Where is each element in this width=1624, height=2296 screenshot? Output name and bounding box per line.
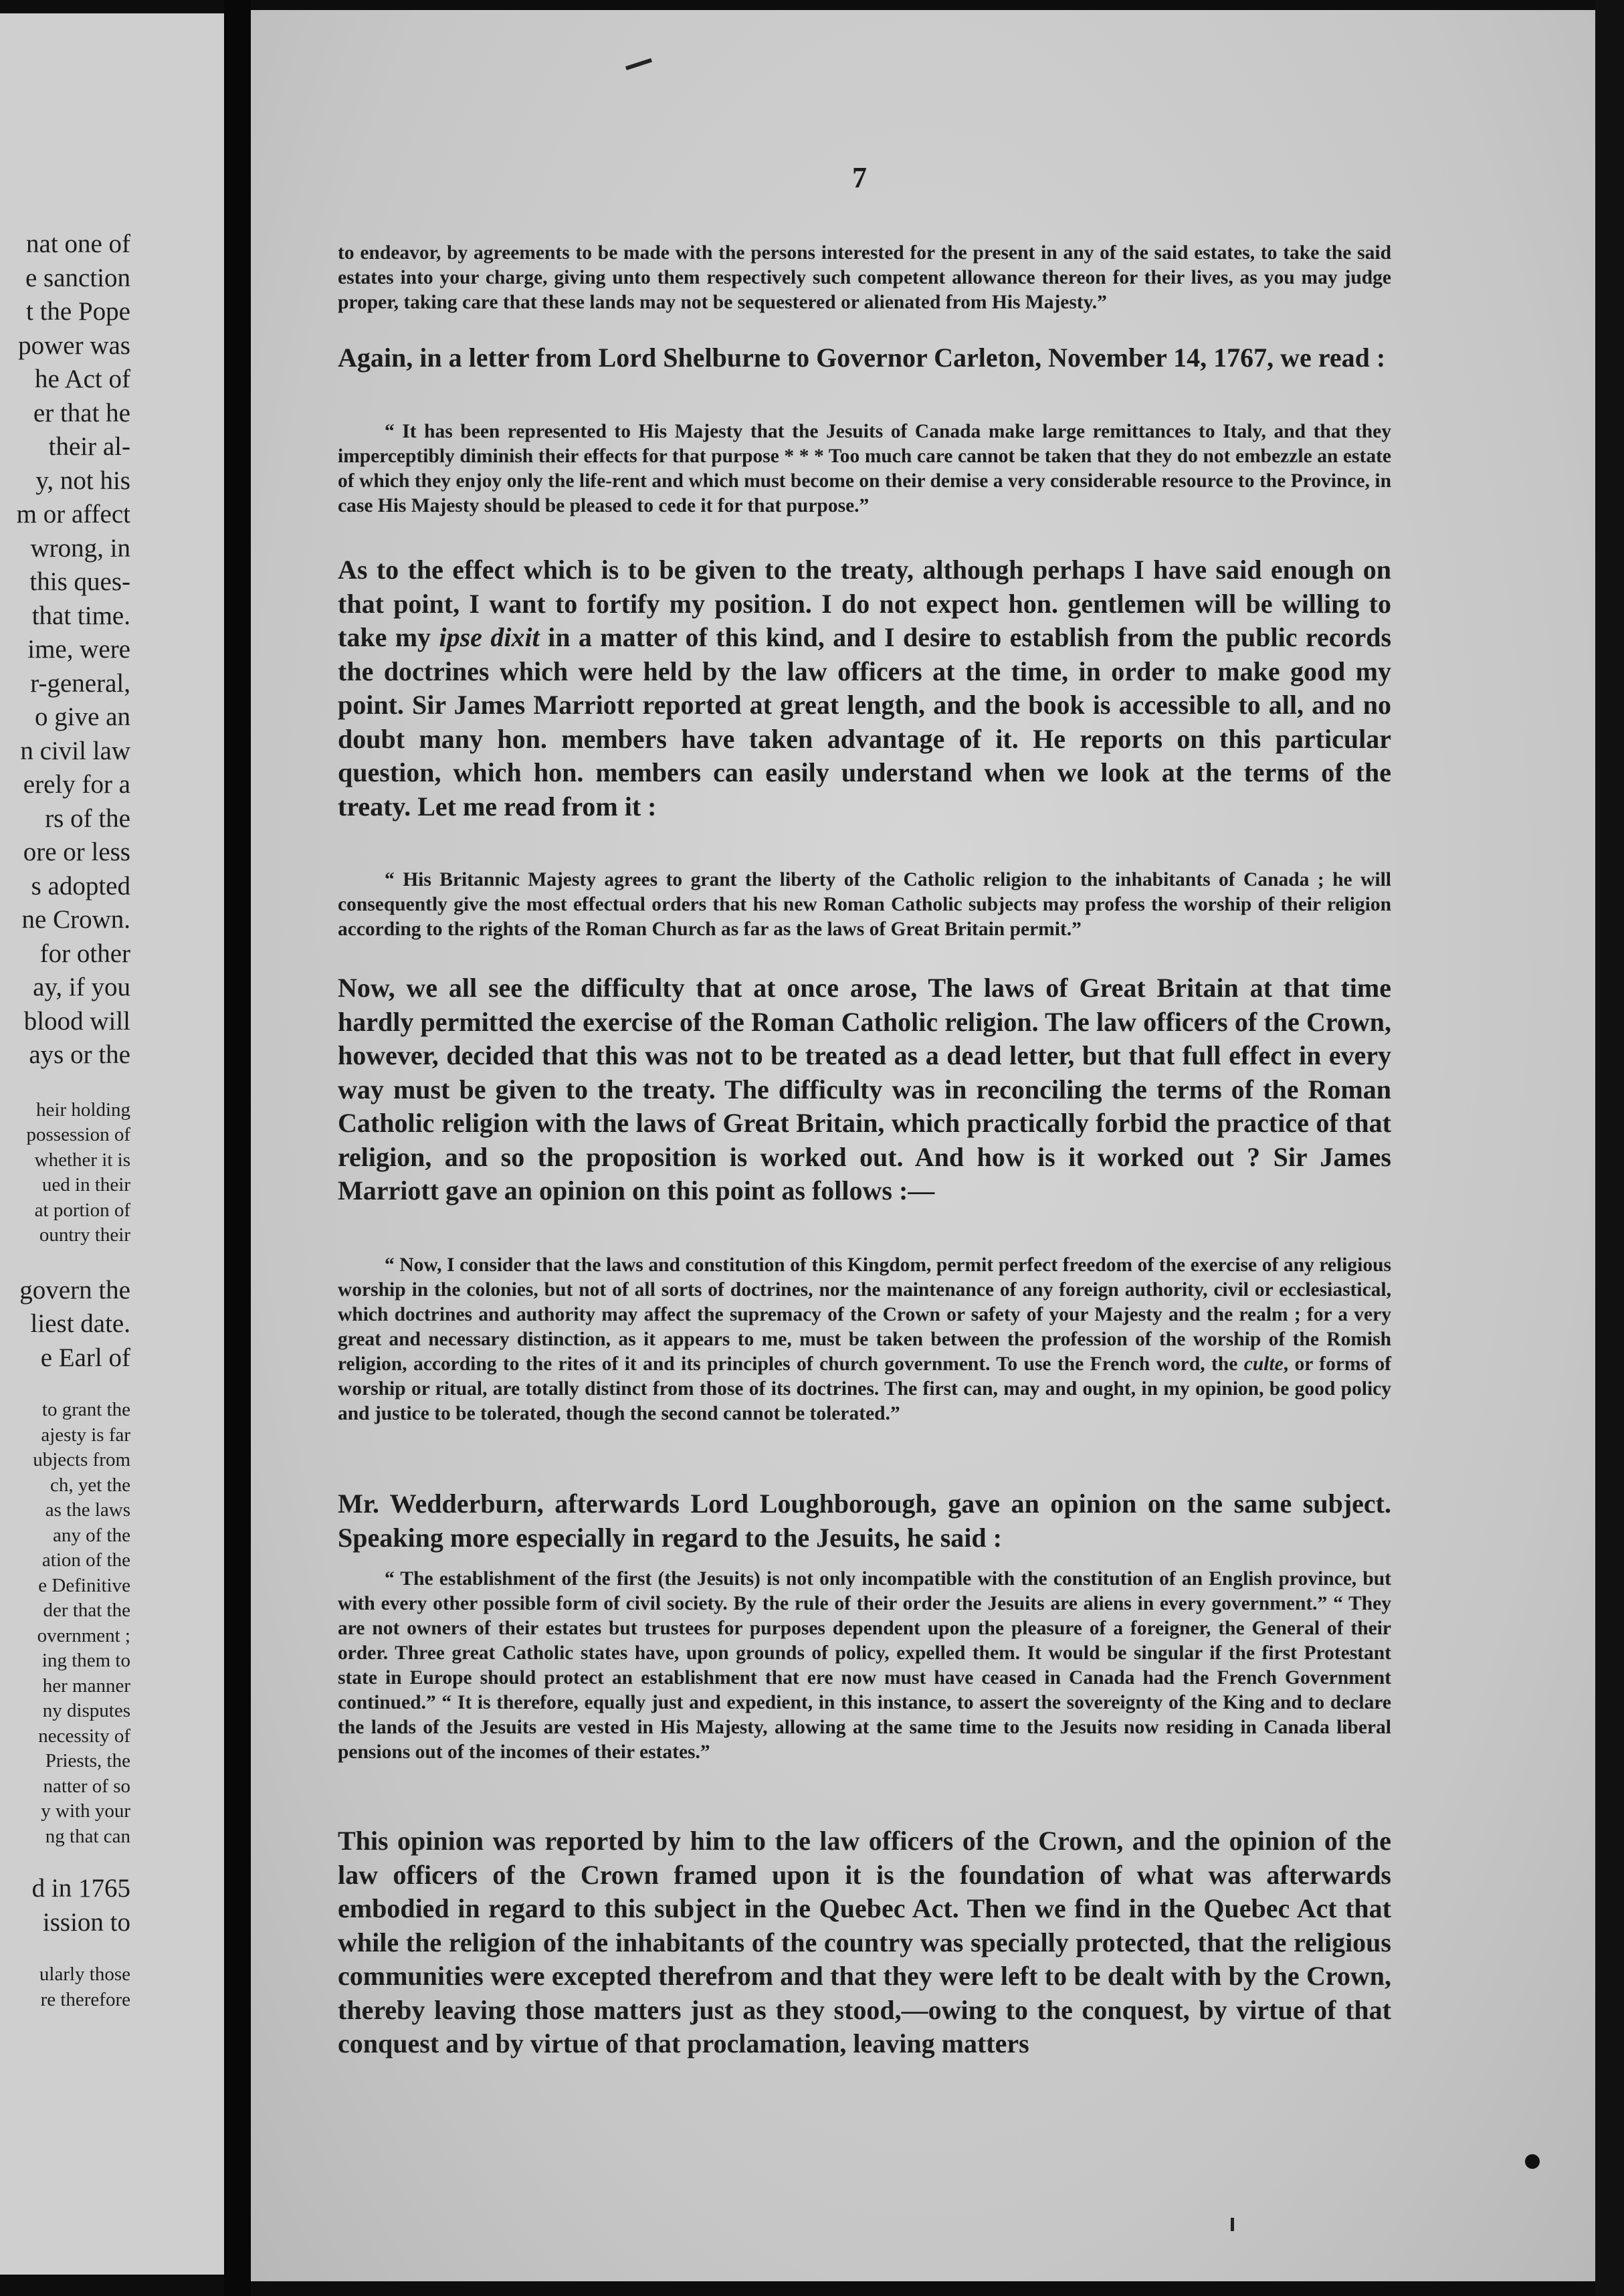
left-page-line: er that he: [33, 398, 130, 427]
left-page-line: as the laws: [45, 1499, 130, 1521]
left-page-line: y, not his: [35, 466, 130, 495]
left-page-line: ajesty is far: [41, 1424, 130, 1446]
left-page-line: ays or the: [29, 1040, 130, 1069]
left-page-line: n civil law: [20, 736, 130, 765]
left-page-line: power was: [18, 330, 130, 360]
left-page-line: he Act of: [35, 365, 130, 393]
body-paragraph: [338, 553, 1391, 824]
left-page-line: e Definitive: [38, 1574, 130, 1596]
left-page-line: her manner: [42, 1675, 130, 1697]
quote-block: [338, 1253, 1391, 1426]
left-page-line: e Earl of: [40, 1343, 130, 1372]
left-page-line: ountry their: [39, 1224, 130, 1246]
left-page-line: r-general,: [30, 668, 130, 698]
left-page-line: natter of so: [43, 1775, 130, 1797]
left-page-line: s adopted: [31, 871, 130, 900]
quote-block: “ His Britannic Majesty agrees to grant the liberty of the Catholic religion to the inhabitants of Canada ; he will consequently give the most effectual orders that his new Roman Catholic subjects may profess the worship of their religion according to the rights of the Roman Church as far as the laws of Great Britain permit.”: [338, 869, 1391, 940]
left-facing-page: [0, 13, 224, 2275]
left-page-line: ch, yet the: [50, 1474, 130, 1496]
left-page-line: rs of the: [45, 803, 130, 833]
left-page-line: ission to: [42, 1907, 130, 1937]
line-gap: [17, 1375, 130, 1398]
left-page-line: der that the: [43, 1600, 130, 1621]
line-gap: [17, 1939, 130, 1962]
body-paragraph: Mr. Wedderburn, afterwards Lord Loughborough, gave an opinion on the same subject. Speaking more especially in regard to the Jesuits, he said :: [338, 1489, 1391, 1553]
left-page-line: whether it is: [34, 1149, 130, 1171]
left-page-line: overnment ;: [37, 1624, 130, 1646]
left-page-line: ubjects from: [33, 1449, 130, 1470]
left-page-line: blood will: [23, 1006, 130, 1036]
left-page-line: ay, if you: [33, 973, 130, 1001]
left-page-line: erely for a: [23, 770, 130, 799]
left-page-line: ng that can: [45, 1825, 130, 1847]
left-page-line: for other: [39, 939, 130, 968]
left-page-line: o give an: [35, 702, 130, 731]
quote-block: “ It has been represented to His Majesty that the Jesuits of Canada make large remittances to Italy, and that they imperceptibly diminish their effects for that purpose * * * Too much care cannot be taken that they do not embezzle an estate of which they enjoy only the life-rent and which must become on their demise a very considerable resource to the Province, in case His Majesty should be pleased to cede it for that purpose.”: [338, 421, 1391, 516]
paragraph-text: in a matter of this kind, and I desire to establish from the public records the doctrines which were held by the law officers at the time, in order to make good my point. Sir James Marriott reported at great length, and the book is accessible to all, and no doubt many hon. members have taken advantage of it. He reports on this particular question, which hon. members can easily understand when we look at the terms of the treaty. Let me read from it :: [338, 622, 1392, 822]
left-page-line: e sanction: [25, 263, 130, 292]
ink-mark: [1231, 2218, 1234, 2231]
body-paragraph: Again, in a letter from Lord Shelburne to Governor Carleton, November 14, 1767, we read :: [338, 343, 1386, 373]
left-page-line: d in 1765: [31, 1874, 130, 1903]
book-spine: [224, 0, 251, 2296]
line-gap: [17, 1072, 130, 1098]
left-page-line: m or affect: [16, 500, 130, 529]
ink-mark: [1525, 2154, 1540, 2169]
emphasis-text: ipse dixit: [439, 622, 540, 652]
left-page-line: necessity of: [38, 1725, 130, 1747]
left-page-line: their al-: [48, 432, 130, 461]
left-page-line: ularly those: [39, 1964, 130, 1985]
left-page-line: to grant the: [41, 1399, 130, 1420]
ink-mark: [625, 58, 652, 70]
left-page-line: Priests, the: [45, 1750, 130, 1772]
main-page: [251, 10, 1595, 2281]
body-paragraph: Now, we all see the difficulty that at once arose, The laws of Great Britain at that time hardly permitted the exercise of the Roman Catholic religion. The law officers of the Crown, however, decided that this was not to be treated as a dead letter, but that full effect in every way must be given to the treaty. The difficulty was in reconciling the terms of the Roman Catholic religion with the laws of Great Britain, which practically forbid the practice of that religion, and so the proposition is worked out. And how is it worked out ? Sir James Marriott gave an opinion on this point as follows :—: [338, 973, 1391, 1206]
quote-text: , or forms of worship or ritual, are totally distinct from those of its doctrines. The first can, may and ought, in my opinion, be good policy and justice to be tolerated, though the second cannot be tolerated.”: [338, 1353, 1391, 1424]
left-page-column: [17, 227, 130, 2012]
left-page-line: wrong, in: [30, 533, 130, 563]
left-page-line: at portion of: [34, 1199, 130, 1221]
left-page-line: liest date.: [30, 1309, 130, 1338]
left-page-line: y with your: [41, 1800, 130, 1822]
line-gap: [17, 1248, 130, 1274]
left-page-line: ne Crown.: [21, 905, 130, 934]
left-page-line: t the Pope: [26, 297, 130, 326]
quote-block: “ The establishment of the first (the Jesuits) is not only incompatible with the constitution of an English province, but with every other possible form of civil society. By the rule of their order the Jesuits are aliens in every government.” “ They are not owners of their estates but trustees for purposes dependent upon the pleasure of a foreigner, the General of their order. Three great Catholic states have, upon grounds of policy, expelled them. It would be singular if the first Protestant state in Europe should protect an establishment that ere now must have ceased in Canada had the French Government continued.” “ It is therefore, equally just and expedient, in this instance, to assert the sovereignty of the King and to declare the lands of the Jesuits are vested in His Majesty, allowing at the same time to the Jesuits now residing in Canada liberal pensions out of the incomes of their estates.”: [338, 1568, 1391, 1763]
left-page-line: ny disputes: [42, 1700, 130, 1721]
left-page-line: ime, were: [27, 635, 130, 664]
left-page-line: re therefore: [40, 1988, 130, 2010]
left-page-line: govern the: [19, 1275, 130, 1305]
paragraph-text: As to the effect which is to be given to the treaty, although perhaps I have said enough on that point, I want to fortify my position. I do not expect hon. gentlemen will be willing to take my: [338, 555, 1391, 652]
left-page-line: this ques-: [29, 567, 130, 596]
left-page-line: any of the: [53, 1524, 130, 1546]
left-page-line: possession of: [26, 1124, 130, 1145]
emphasis-text: culte: [1243, 1353, 1284, 1375]
left-page-line: ation of the: [41, 1549, 130, 1571]
body-paragraph: This opinion was reported by him to the law officers of the Crown, and the opinion of the law officers of the Crown framed upon it is the foundation of what was afterwards embodied in regard to this subject in the Quebec Act. Then we find in the Quebec Act that while the religion of the inhabitants of the country was specially protected, that the religious communities were excepted therefrom and that they were left to be dealt with by the Crown, thereby leaving those matters just as they stood,—owing to the conquest, by virtue of that conquest and by virtue of that proclamation, leaving matters: [338, 1826, 1391, 2059]
right-edge-shadow: [1595, 0, 1624, 2296]
left-page-line: ore or less: [23, 838, 130, 866]
quote-block: to endeavor, by agreements to be made with the persons interested for the present in any of the said estates, to take the said estates into your charge, giving unto them respectively such competent allowance thereon for their lives, as you may judge proper, taking care that these lands may not be sequestered or alienated from His Majesty.”: [338, 242, 1391, 313]
page-number: 7: [852, 161, 867, 194]
left-page-line: nat one of: [26, 229, 130, 258]
left-page-line: heir holding: [36, 1098, 130, 1121]
line-gap: [17, 1849, 130, 1872]
left-page-line: that time.: [31, 601, 130, 630]
left-page-line: ued in their: [41, 1174, 130, 1195]
quote-text: “ Now, I consider that the laws and constitution of this Kingdom, permit perfect freedom of the exercise of any religious worship in the colonies, but not of all sorts of doctrines, nor the maintenance of any foreign authority, civil or ecclesiastical, which doctrines and authority may affect the supremacy of the Crown or safety of your Majesty and the realm ; for a very great and necessary distinction, as it appears to me, must be taken between the profession of the worship of the Romish religion, according to the rites of it and its principles of church government. To use the French word, the: [338, 1254, 1391, 1375]
left-page-line: ing them to: [41, 1650, 130, 1671]
